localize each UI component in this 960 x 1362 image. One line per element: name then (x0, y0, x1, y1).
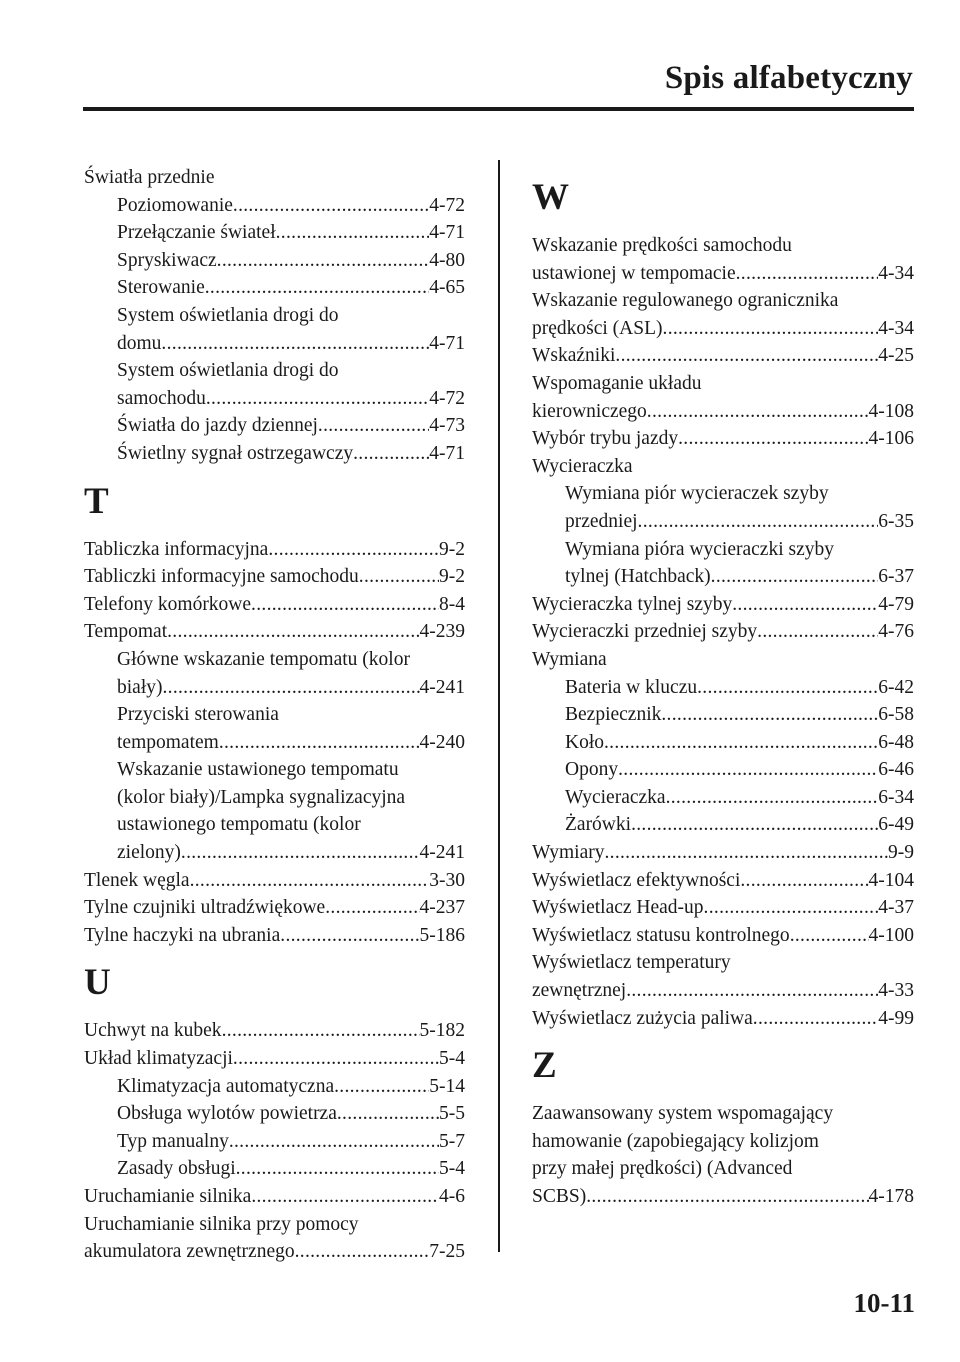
index-entry (532, 425, 914, 453)
index-entry (84, 618, 465, 646)
index-entry-text: Wskazanie prędkości samochodu (532, 235, 792, 256)
index-entry (532, 1100, 914, 1210)
index-entry-page: 6-35 (878, 510, 914, 532)
index-letter-heading: W (532, 177, 569, 218)
index-entry (532, 949, 914, 1004)
dot-leader (236, 1155, 439, 1183)
index-entry-text: Uruchamianie silnika (84, 1186, 252, 1207)
index-entry-text: SCBS) (532, 1186, 587, 1207)
index-letter-heading: Z (532, 1045, 557, 1087)
index-entry (84, 1073, 465, 1101)
index-entry-text: Uchwyt na kubek (84, 1020, 222, 1042)
index-entry (532, 342, 914, 370)
index-entry-page: 4-237 (419, 897, 465, 919)
dot-leader (638, 508, 879, 536)
index-entry-text: Wymiary (532, 842, 605, 864)
index-entry-page: 4-241 (419, 676, 465, 698)
index-entry (532, 646, 914, 674)
index-entry-text: zielony) (117, 842, 181, 864)
index-entry-page: 4-104 (868, 869, 914, 891)
index-entry-page: 4-239 (419, 621, 465, 643)
dot-leader (161, 330, 429, 358)
index-entry-page: 5-4 (439, 1048, 465, 1070)
index-entry-text: Wyświetlacz zużycia paliwa (532, 1007, 753, 1029)
index-entry-text: Wymiana (532, 648, 607, 670)
index-entry-text: Światła do jazdy dziennej (117, 415, 318, 437)
dot-leader (740, 867, 868, 895)
index-entry (84, 591, 465, 619)
index-letter-heading: U (84, 962, 111, 1004)
index-entry (84, 536, 465, 564)
dot-leader (631, 811, 878, 839)
dot-leader (206, 385, 429, 413)
index-entry-page: 4-71 (429, 222, 465, 244)
index-entry (532, 536, 914, 591)
index-entry (84, 274, 465, 302)
dot-leader (586, 1183, 868, 1211)
index-entry-text: hamowanie (zapobiegający kolizjom (532, 1130, 819, 1152)
index-entry-text: prędkości (ASL) (532, 317, 663, 339)
dot-leader (618, 756, 878, 784)
index-entry-text: tylnej (Hatchback) (565, 566, 711, 588)
index-entry-text: Bateria w kluczu (565, 676, 698, 698)
index-entry-page: 4-34 (878, 317, 914, 339)
index-entry-page: 4-240 (419, 731, 465, 753)
dot-leader (222, 1017, 420, 1045)
index-entry-text: Wskazanie ustawionego tempomatu (117, 759, 399, 781)
index-entry-text: Tempomat (84, 621, 168, 643)
dot-leader (732, 591, 878, 619)
index-entry (532, 867, 914, 895)
index-entry-text: biały) (117, 676, 163, 698)
dot-leader (604, 839, 888, 867)
dot-leader (325, 894, 419, 922)
dot-leader (753, 1005, 878, 1033)
index-entry-text: Świetlny sygnał ostrzegawczy (117, 442, 354, 464)
index-entry-page: 8-4 (439, 593, 465, 615)
index-entry-text: Tabliczka informacyjna (84, 538, 269, 560)
index-entry (84, 1211, 465, 1266)
index-entry-page: 4-108 (868, 400, 914, 422)
index-entry-text: Wybór trybu jazdy (532, 428, 679, 450)
index-entry (84, 412, 465, 440)
index-entry-text: Tylne czujniki ultradźwiękowe (84, 897, 326, 919)
index-entry-page: 4-72 (429, 194, 465, 216)
dot-leader (251, 1183, 439, 1211)
index-entry-text: Typ manualny (117, 1130, 229, 1152)
index-entry (84, 1155, 465, 1183)
index-entry (84, 1128, 465, 1156)
index-entry-text: Układ klimatyzacji (84, 1048, 233, 1070)
dot-leader (615, 342, 878, 370)
index-entry-page: 4-80 (429, 249, 465, 271)
index-entry (84, 1045, 465, 1073)
dot-leader (205, 274, 430, 302)
index-entry (84, 247, 465, 275)
index-entry (84, 922, 465, 950)
dot-leader (167, 618, 419, 646)
index-entry-text: Wycieraczki przedniej szyby (532, 621, 758, 643)
dot-leader (604, 729, 878, 757)
index-entry-page: 6-34 (878, 786, 914, 808)
index-entry-text: Wycieraczka (565, 786, 666, 808)
dot-leader (181, 839, 420, 867)
index-entry (532, 784, 914, 812)
dot-leader (626, 977, 878, 1005)
index-entry-page: 4-33 (878, 980, 914, 1002)
index-entry-text: Wyświetlacz temperatury (532, 952, 731, 974)
index-entry (84, 192, 465, 220)
dot-leader (318, 412, 429, 440)
index-entry (532, 756, 914, 784)
index-entry-page: 9-2 (439, 566, 465, 588)
index-entry (532, 591, 914, 619)
index-entry (84, 646, 465, 701)
dot-leader (359, 563, 439, 591)
dot-leader (233, 192, 429, 220)
index-entry-page: 4-6 (439, 1186, 465, 1207)
dot-leader (704, 894, 879, 922)
index-entry-text: Światła przednie (84, 167, 215, 188)
index-entry-page: 5-186 (419, 924, 465, 946)
index-entry (84, 357, 465, 412)
index-entry (532, 1005, 914, 1033)
dot-leader (666, 784, 879, 812)
index-entry (532, 729, 914, 757)
index-entry-page: 5-14 (429, 1075, 465, 1097)
index-entry-text: Obsługa wylotów powietrza (117, 1103, 337, 1125)
index-entry-page: 4-71 (429, 442, 465, 464)
index-entry-page: 4-241 (419, 842, 465, 864)
index-entry (532, 701, 914, 729)
index-entry (532, 894, 914, 922)
index-entry-text: domu (117, 332, 162, 354)
index-entry (84, 1183, 465, 1211)
index-entry-page: 4-72 (429, 387, 465, 409)
index-entry (84, 1017, 465, 1045)
dot-leader (697, 674, 878, 702)
dot-leader (711, 563, 879, 591)
index-entry-text: ustawionego tempomatu (kolor (117, 814, 361, 836)
index-entry (532, 480, 914, 535)
index-column-left (84, 164, 465, 1266)
index-entry-page: 5-7 (439, 1130, 465, 1152)
index-entry-text: Wycieraczka (532, 455, 633, 477)
dot-leader (280, 922, 419, 950)
index-entry-text: kierowniczego (532, 400, 647, 422)
index-entry-text: zewnętrznej (532, 980, 627, 1002)
index-letter-heading: T (84, 480, 109, 522)
index-entry-text: Wspomaganie układu (532, 372, 702, 394)
index-entry-text: Przyciski sterowania (117, 704, 279, 726)
index-entry (532, 287, 914, 342)
index-entry-text: tempomatem (117, 731, 219, 753)
dot-leader (736, 260, 879, 288)
index-entry-text: Poziomowanie (117, 194, 233, 216)
page-number: 10-11 (853, 1288, 915, 1318)
index-entry-text: ustawionej w tempomacie (532, 262, 736, 284)
header-rule (83, 107, 914, 111)
index-entry-page: 4-99 (878, 1007, 914, 1029)
index-entry-page: 6-48 (878, 731, 914, 753)
index-entry-page: 5-5 (439, 1103, 465, 1125)
index-entry (84, 867, 465, 895)
index-entry-text: Wycieraczka tylnej szyby (532, 593, 733, 615)
index-entry (532, 453, 914, 481)
index-entry-page: 4-79 (878, 593, 914, 615)
index-entry-page: 4-73 (429, 415, 465, 437)
index-entry-page: 4-25 (878, 345, 914, 367)
index-entry (84, 563, 465, 591)
index-entry-page: 7-25 (429, 1241, 465, 1263)
index-entry (84, 164, 465, 192)
index-entry-page: 4-71 (429, 332, 465, 354)
index-entry-page: 4-65 (429, 277, 465, 299)
index-entry-text: Wymiana pióra wycieraczki szyby (565, 538, 835, 560)
index-entry (532, 618, 914, 646)
dot-leader (661, 701, 878, 729)
dot-leader (190, 867, 430, 895)
index-entry (84, 302, 465, 357)
index-entry (532, 232, 914, 287)
dot-leader (217, 247, 430, 275)
index-entry-text: Sterowanie (117, 277, 205, 299)
index-entry (532, 839, 914, 867)
dot-leader (353, 440, 429, 468)
index-entry-text: Koło (565, 731, 604, 753)
index-entry-text: System oświetlania drogi do (117, 360, 339, 382)
index-entry-page: 4-100 (868, 924, 914, 946)
index-entry-page: 3-30 (429, 869, 465, 891)
index-entry (532, 811, 914, 839)
dot-leader (295, 1238, 430, 1266)
index-entry-text: przedniej (565, 510, 638, 532)
index-entry-text: System oświetlania drogi do (117, 304, 339, 326)
index-entry (84, 219, 465, 247)
index-entry (84, 894, 465, 922)
dot-leader (219, 729, 420, 757)
index-entry-page: 4-37 (878, 897, 914, 919)
index-entry-page: 6-42 (878, 676, 914, 698)
dot-leader (790, 922, 869, 950)
index-entry (532, 674, 914, 702)
index-entry-page: 6-37 (878, 566, 914, 588)
dot-leader (678, 425, 868, 453)
index-entry (532, 370, 914, 425)
index-entry-text: Tlenek węgla (84, 869, 190, 891)
index-entry-text: Tabliczki informacyjne samochodu (84, 566, 359, 588)
index-entry-text: akumulatora zewnętrznego (84, 1241, 295, 1263)
index-entry-text: Wyświetlacz Head-up (532, 897, 704, 919)
index-entry (84, 1100, 465, 1128)
index-entry-page: 9-9 (888, 842, 914, 864)
index-entry (84, 440, 465, 468)
index-entry-text: (kolor biały)/Lampka sygnalizacyjna (117, 786, 406, 808)
dot-leader (334, 1073, 429, 1101)
dot-leader (647, 398, 869, 426)
index-entry-text: Opony (565, 759, 619, 781)
index-entry-text: Zasady obsługi (117, 1158, 236, 1180)
page-title: Spis alfabetyczny (664, 60, 913, 96)
index-column-right (532, 164, 914, 1211)
index-entry-text: Główne wskazanie tempomatu (kolor (117, 648, 410, 670)
index-entry-page: 4-178 (868, 1186, 914, 1207)
index-entry-page: 6-58 (878, 704, 914, 726)
dot-leader (268, 536, 439, 564)
index-entry-text: przy małej prędkości) (Advanced (532, 1158, 793, 1180)
dot-leader (663, 315, 879, 343)
index-entry-page: 6-49 (878, 814, 914, 836)
dot-leader (757, 618, 878, 646)
dot-leader (229, 1128, 439, 1156)
index-entry-text: Spryskiwacz (117, 249, 217, 271)
index-entry-page: 6-46 (878, 759, 914, 781)
index-entry-text: Telefony komórkowe (84, 593, 252, 615)
index-entry-text: Wskazanie regulowanego ogranicznika (532, 290, 839, 312)
index-entry-page: 5-4 (439, 1158, 465, 1180)
index-entry-text: Żarówki (565, 814, 632, 836)
index-entry-text: Wymiana piór wycieraczek szyby (565, 483, 829, 505)
dot-leader (337, 1100, 439, 1128)
index-entry-text: Klimatyzacja automatyczna (117, 1075, 335, 1097)
dot-leader (233, 1045, 439, 1073)
index-entry-page: 5-182 (419, 1020, 465, 1042)
index-entry (84, 701, 465, 756)
index-entry-text: Bezpiecznik (565, 704, 662, 726)
index-entry-page: 4-34 (878, 262, 914, 284)
index-entry-page: 9-2 (439, 538, 465, 560)
index-entry-text: Tylne haczyki na ubrania (84, 924, 281, 946)
index-entry-page: 4-76 (878, 621, 914, 643)
dot-leader (251, 591, 439, 619)
index-entry (532, 922, 914, 950)
index-entry-text: samochodu (117, 387, 206, 409)
column-divider (498, 160, 500, 1252)
index-entry-page: 4-106 (868, 428, 914, 450)
dot-leader (276, 219, 430, 247)
index-entry-text: Wskaźniki (532, 345, 616, 367)
index-entry-text: Zaawansowany system wspomagający (532, 1103, 834, 1125)
index-entry-text: Wyświetlacz efektywności (532, 869, 741, 891)
index-entry (84, 756, 465, 866)
index-entry-text: Uruchamianie silnika przy pomocy (84, 1213, 359, 1235)
index-entry-text: Przełączanie świateł (117, 222, 276, 244)
index-entry-text: Wyświetlacz statusu kontrolnego (532, 924, 790, 946)
dot-leader (162, 674, 419, 702)
